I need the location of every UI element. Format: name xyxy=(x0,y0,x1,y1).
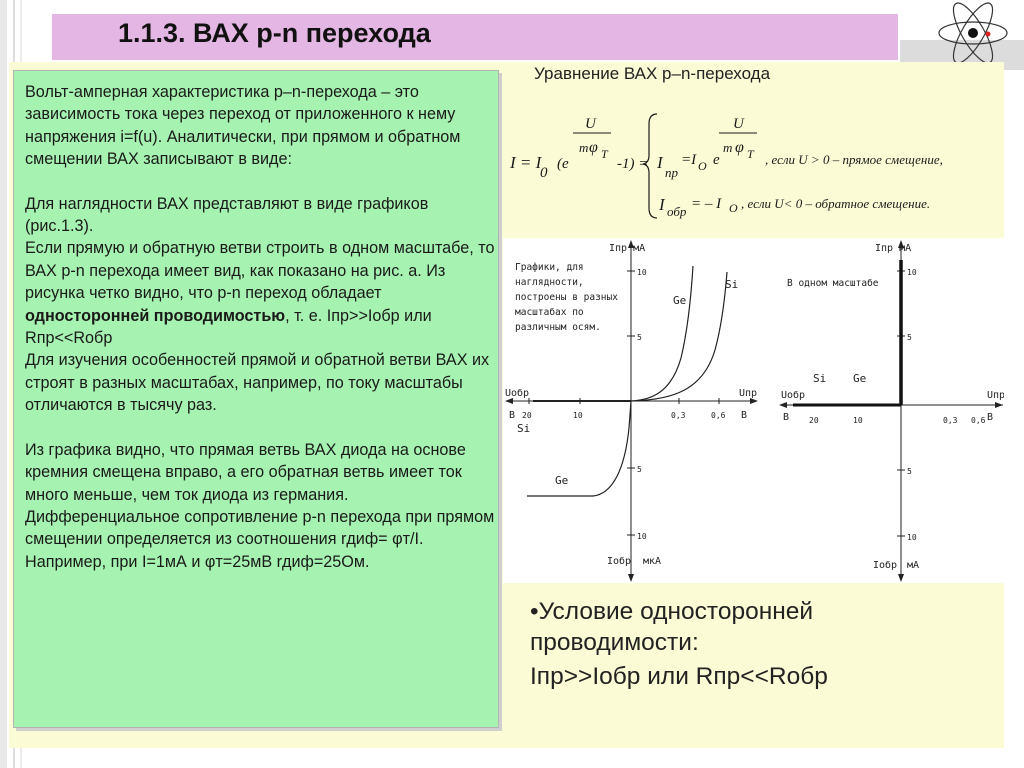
right-ytick-5: 5 xyxy=(907,333,912,342)
eq-l2-cond: , если U< 0 – обратное смещение. xyxy=(741,196,931,211)
eq-l2-lhs: I xyxy=(659,195,665,214)
condition-line1: •Условие односторонней xyxy=(530,598,814,625)
svg-text:Графики, для: Графики, для xyxy=(515,262,584,273)
left-ytick-5: 5 xyxy=(637,333,642,342)
right-x-right-label: Uпр xyxy=(987,390,1004,401)
iv-equation xyxy=(505,100,1005,228)
paragraph-si-ge: Из графика видно, что прямая ветвь ВАХ диода на основе кремния смещена вправо, а его обратная ветвь имеет ток много меньше, чем ток диода из германия. xyxy=(25,440,466,504)
right-y-bottom-label: Iобр xyxy=(873,560,898,571)
condition-line3: Iпр>>Iобр или Rпр<<Rобр xyxy=(530,663,828,690)
right-x-arrow-left xyxy=(779,402,787,408)
paragraph-one-scale: Если прямую и обратную ветви строить в одном масштабе, то ВАХ p-n перехода имеет вид, как показано на рис. а. Из рисунка четко видно, что p-n переход обладает односторонней проводимостью, т. е. Iпр>>Iобр или Rпр<<Rобр xyxy=(25,239,495,348)
eq-l2-sub2: O xyxy=(729,201,738,215)
right-xtick-06: 0,6 xyxy=(971,416,986,425)
eq-l1-frac-phi: φ xyxy=(735,139,744,156)
iv-graphs-panel xyxy=(503,238,1004,583)
condition-block xyxy=(530,596,990,692)
right-label-ge: Ge xyxy=(853,372,867,385)
left-ytick-neg10: 10 xyxy=(637,532,647,541)
left-label-si-forward: Si xyxy=(725,278,739,291)
right-y-top-label: Iпр мА xyxy=(875,243,912,254)
left-y-top-label: Iпр мА xyxy=(609,243,646,254)
eq-l1-eq: =I xyxy=(681,152,697,168)
paragraph-graphs: Для наглядности ВАХ представляют в виде графиков (рис.1.3). xyxy=(25,194,429,236)
eq-main: I = I xyxy=(510,153,542,172)
left-y-bottom-unit: мкА xyxy=(643,556,662,567)
right-ytick-10: 10 xyxy=(907,268,917,277)
title-band xyxy=(52,14,898,60)
atom-icon xyxy=(936,0,1010,66)
bold-term: односторонней проводимостью xyxy=(25,306,286,325)
eq-frac-m: m xyxy=(579,140,589,155)
svg-text:масштабах по: масштабах по xyxy=(515,307,584,318)
svg-text:различным осям.: различным осям. xyxy=(515,322,601,333)
right-graph-note: В одном масштабе xyxy=(787,278,879,289)
left-xtick-03: 0,3 xyxy=(671,411,686,420)
left-y-arrow-bottom xyxy=(628,574,634,582)
eq-l2-eq: = – I xyxy=(691,196,722,212)
eq-frac-T: T xyxy=(601,147,608,161)
eq-l1-frac-T: T xyxy=(747,147,754,161)
eq-sub0: 0 xyxy=(540,165,548,181)
right-ytick-neg5: 5 xyxy=(907,467,912,476)
svg-text:построены в разных: построены в разных xyxy=(515,292,618,303)
eq-l2-sub: обр xyxy=(667,204,687,219)
left-ytick-10: 10 xyxy=(637,268,647,277)
left-x-left-unit: В xyxy=(509,410,516,421)
left-edge-bar xyxy=(0,0,7,768)
eq-l1-frac-m: m xyxy=(723,140,733,155)
eq-minus-one: -1) = xyxy=(617,156,649,172)
paragraph-definition: Вольт-амперная характеристика p–n-перехода – это зависимость тока через переход от приложенного к нему напряжения i=f(u). Аналитически, при прямом и обратном смещении ВАХ записывают в виде: xyxy=(25,83,461,169)
eq-l1-lhs: I xyxy=(657,153,663,172)
left-y-bottom-label: Iобр xyxy=(607,556,632,567)
right-label-si: Si xyxy=(813,372,827,385)
condition-line2: проводимости: xyxy=(530,629,699,656)
left-x-right-label: Uпр xyxy=(739,388,758,399)
left-x-right-unit: В xyxy=(741,410,748,421)
left-xtick-06: 0,6 xyxy=(711,411,726,420)
left-ytick-neg5: 5 xyxy=(637,465,642,474)
eq-frac-phi: φ xyxy=(589,139,598,156)
paragraph-scales: Для изучения особенностей прямой и обратной ветви ВАХ их строят в разных масштабах, например, по току масштабы отличаются в тысячу раз. xyxy=(25,351,490,415)
eq-frac-num: U xyxy=(585,116,596,132)
right-y-arrow-bottom xyxy=(898,574,904,582)
right-x-right-unit: В xyxy=(987,412,994,423)
eq-l1-sub2: O xyxy=(698,159,707,173)
eq-l1-e: e xyxy=(713,152,720,168)
paragraph-diff-resistance: Дифференциальное сопротивление p-n перехода при прямом смещении определяется из соотношения rдиф= φт/I. xyxy=(25,507,495,549)
left-graph-note xyxy=(515,262,618,333)
right-xtick-10: 10 xyxy=(853,416,863,425)
left-xtick-10: 10 xyxy=(573,411,583,420)
right-x-arrow-right xyxy=(995,402,1003,408)
left-curve-si-forward xyxy=(631,272,727,401)
right-x-left-label: Uобр xyxy=(781,390,806,401)
left-label-ge-forward: Ge xyxy=(673,294,687,307)
left-label-ge-reverse: Ge xyxy=(555,474,569,487)
left-x-left-label: Uобр xyxy=(505,388,530,399)
right-xtick-03: 0,3 xyxy=(943,416,958,425)
right-y-bottom-unit: мА xyxy=(907,560,920,571)
iv-graphs xyxy=(503,238,1004,583)
slide-title: 1.1.3. ВАХ p-n перехода xyxy=(118,18,431,48)
description-panel xyxy=(13,70,499,728)
eq-paren: (e xyxy=(557,156,569,172)
right-ytick-neg10: 10 xyxy=(907,533,917,542)
paragraph-example: Например, при I=1мА и φт=25мВ rдиф=25Ом. xyxy=(25,552,370,571)
left-label-si-reverse: Si xyxy=(517,422,531,435)
eq-l1-sub: пр xyxy=(665,165,678,180)
svg-text:наглядности,: наглядности, xyxy=(515,277,584,288)
eq-l1-frac-num: U xyxy=(733,116,744,132)
right-xtick-20: 20 xyxy=(809,416,819,425)
equation-title: Уравнение ВАХ p–n-перехода xyxy=(534,64,771,83)
eq-l1-cond: , если U > 0 – прямое смещение, xyxy=(765,152,943,167)
description-text xyxy=(25,81,495,573)
right-x-left-unit: В xyxy=(783,412,790,423)
left-xtick-20: 20 xyxy=(522,411,532,420)
